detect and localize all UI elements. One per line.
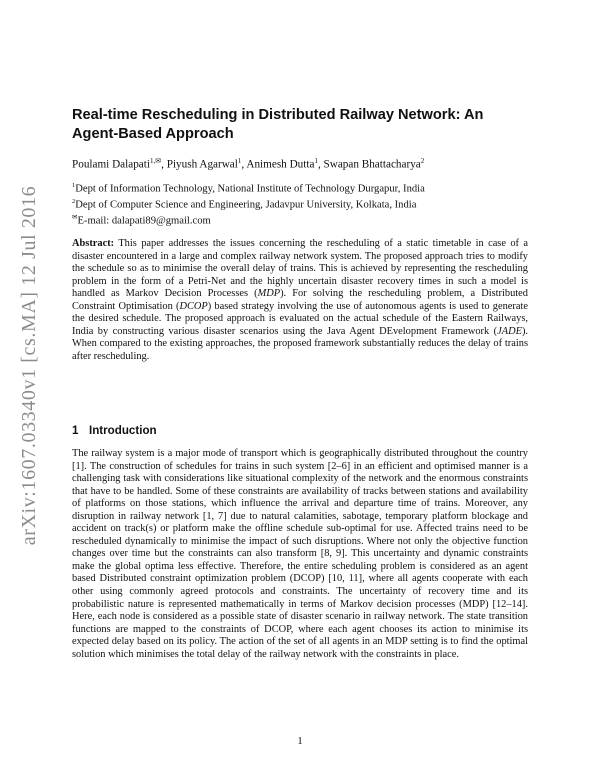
author-name: Swapan Bhattacharya bbox=[323, 158, 421, 171]
author-affiliation-mark: 1 bbox=[237, 157, 242, 165]
introduction-paragraph: The railway system is a major mode of transport which is geographically distributed throughout the country [1]. The construction of schedules for trains in such system [2–6] in an efficient and optimised manner is a challenging task with considerations like situational complexity of the network and the enormous constraints that have to be handled. Some of these constraints are availability of tracks between stations and availability of platforms on those stations, which influence the arrival and departure time of trains. Moreover, any disruption in railway network [1, 7] due to natural calamities, sabotage, temporary platform blockage and accident on track(s) or platform make the offline schedule sub-optimal for use. Affected trains need to be rescheduled dynamically to minimise the impact of such disruptions. Where not only the objective function changes over time but the constraints can also transform [8, 9]. This uncertainty and dynamic constraints make the global optima less effective. Therefore, the entire scheduling problem is considered as an agent based Distributed constraint optimization problem (DCOP) [10, 11], where all agents cooperate with each other using commonly agreed protocols and constraints. The uncertainty of recovery time and its probabilistic nature is represented mathematically in terms of Markov decision processes (MDP) [12–14]. Here, each node is considered as a possible state of disaster scenario in railway network. The state transition functions are mapped to the constraints of DCOP, where each agent chooses its action to minimise its expected delay based on its policy. The action of the set of all agents in an MDP setting is to find the optimal solution which minimises the total delay of the railway network with the constraints in place. bbox=[72, 448, 528, 660]
abstract-label: Abstract: bbox=[72, 238, 115, 249]
author-affiliation-mark: 2 bbox=[420, 157, 425, 165]
section-number: 1 bbox=[72, 424, 79, 437]
affiliations bbox=[72, 180, 425, 228]
author-name: Piyush Agarwal bbox=[166, 158, 238, 171]
affiliation-line: $^2$Dept of Computer Science and Engineering, Jadavpur University, Kolkata, India bbox=[72, 198, 417, 211]
arxiv-identifier-stamp bbox=[8, 185, 52, 545]
arxiv-stamp-text: arXiv:1607.03340v1 [cs.MA] 12 Jul 2016 bbox=[18, 185, 41, 545]
author-name: Animesh Dutta bbox=[246, 158, 315, 171]
author-name: Poulami Dalapati bbox=[72, 158, 150, 171]
contact-email: ✉E-mail: dalapati89@gmail.com bbox=[72, 214, 211, 227]
author-list: Poulami Dalapati$^{1,✉}$, Piyush Agarwal$^1$, Animesh Dutta$^1$, Swapan Bhattacharya$^2$ bbox=[72, 157, 425, 171]
affiliation-line: $^1$Dept of Information Technology, National Institute of Technology Durgapur, India bbox=[72, 182, 425, 195]
page-number: 1 bbox=[297, 735, 303, 747]
paper-title: Real-time Rescheduling in Distributed Railway Network: An Agent-Based Approach bbox=[72, 107, 484, 142]
author-affiliation-mark: 1 bbox=[314, 157, 318, 165]
section-heading-introduction bbox=[72, 424, 157, 437]
abstract: Abstract: This paper addresses the issues concerning the rescheduling of a static timetable in case of a disaster encountered in a large and complex railway network system. The proposed approach tries to modify the schedule so as to minimise the overall delay of trains. This is achieved by representing the rescheduling problem in the form of a Petri-Net and the highly uncertain disaster recovery times in such a model is handled as Markov Decision Processes (MDP). For solving the rescheduling problem, a Distributed Constraint Optimisation (DCOP) based strategy involving the use of autonomous agents is used to generate the desired schedule. The proposed approach is evaluated on the actual schedule of the Eastern Railways, India by constructing various disaster scenarios using the Java Agent DEvelopment Framework (JADE). When compared to the existing approaches, the proposed framework substantially reduces the delay of trains after rescheduling. bbox=[72, 238, 528, 362]
section-title: Introduction bbox=[89, 424, 157, 437]
author-affiliation-mark: 1,✉ bbox=[150, 157, 162, 165]
